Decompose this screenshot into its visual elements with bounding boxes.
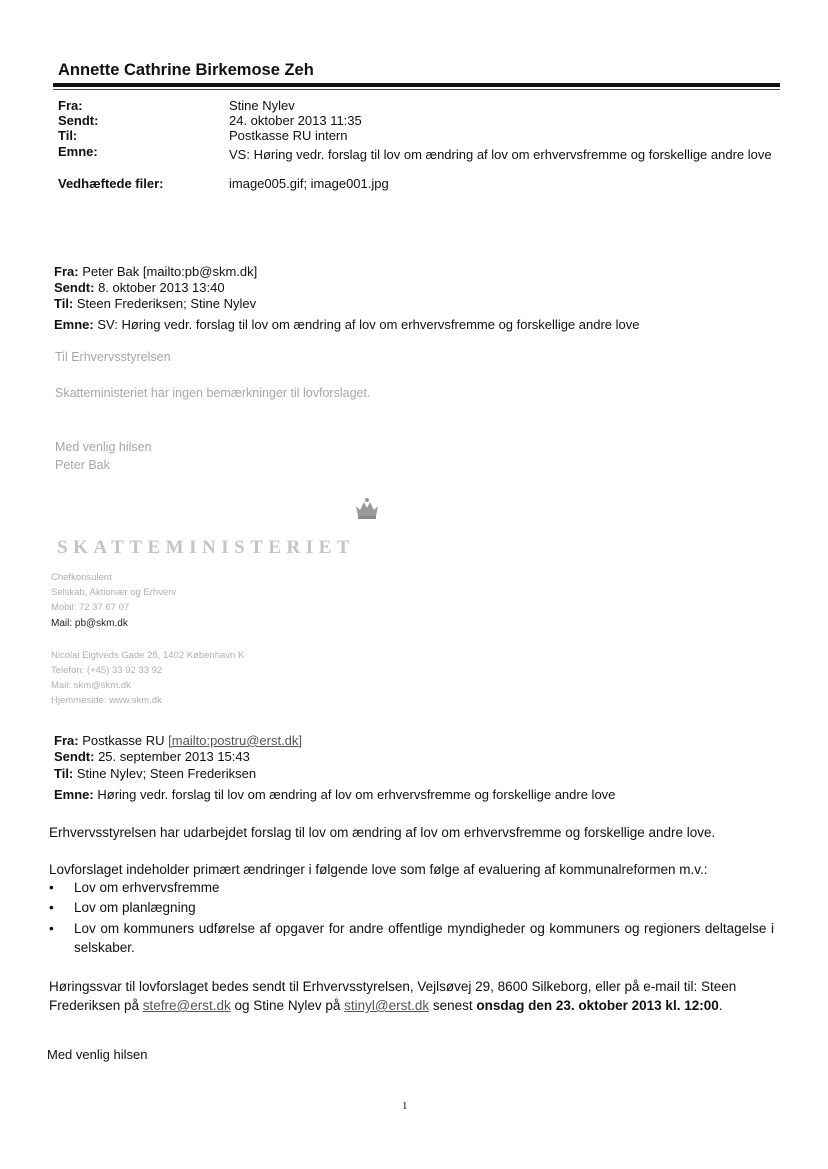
bullet-icon: • xyxy=(49,880,54,895)
response-text-3: senest xyxy=(429,998,477,1013)
sig-title: Chefkonsulent xyxy=(51,572,112,583)
msg1-closing: Med venlig hilsen xyxy=(55,440,152,454)
list-item xyxy=(49,878,779,897)
msg1-body: Skatteministeriet har ingen bemærkninger til lovforslaget. xyxy=(55,386,371,400)
msg2-closing: Med venlig hilsen xyxy=(47,1047,148,1062)
msg2-response-paragraph xyxy=(49,977,779,1015)
sig-mobile: Mobil: 72 37 67 07 xyxy=(51,602,130,613)
crown-icon xyxy=(352,496,382,520)
msg1-to-value: Steen Frederiksen; Stine Nylev xyxy=(76,296,257,311)
msg2-from-label: Fra: xyxy=(54,733,79,748)
msg1-sent-value: 8. oktober 2013 13:40 xyxy=(98,280,225,295)
email-link-stefre[interactable]: stefre@erst.dk xyxy=(142,998,231,1013)
subject-value: VS: Høring vedr. forslag til lov om ændring af lov om erhvervsfremme og forskellige andre love xyxy=(229,147,772,162)
deadline: onsdag den 23. oktober 2013 kl. 12:00 xyxy=(476,998,719,1013)
msg2-to-value: Stine Nylev; Steen Frederiksen xyxy=(76,766,257,781)
email-link-stinyl[interactable]: stinyl@erst.dk xyxy=(344,998,430,1013)
msg2-subject-label: Emne: xyxy=(54,787,94,802)
response-text-2: og Stine Nylev på xyxy=(230,998,345,1013)
msg2-to-label: Til: xyxy=(54,766,74,781)
from-value: Stine Nylev xyxy=(229,98,295,113)
attachments-label: Vedhæftede filer: xyxy=(58,176,164,191)
list-item xyxy=(49,919,779,959)
response-text-1: Høringssvar til lovforslaget bedes sendt til Erhvervsstyrelsen, Vejlsøvej 29, 8600 Silkeborg, eller på e-mail til: Steen Frederiksen på xyxy=(49,979,737,1013)
msg1-to xyxy=(54,296,256,311)
msg1-from-label: Fra: xyxy=(54,264,79,279)
sig-address: Nicolai Eigtveds Gade 28, 1402 København K xyxy=(51,650,245,661)
from-label: Fra: xyxy=(58,98,83,113)
msg1-sent xyxy=(54,280,225,295)
bullet-icon: • xyxy=(49,921,54,936)
sent-label: Sendt: xyxy=(58,113,99,128)
sig-mail: Mail: pb@skm.dk xyxy=(51,618,128,629)
msg1-subject xyxy=(54,317,640,332)
msg1-to-label: Til: xyxy=(54,296,74,311)
title-divider xyxy=(53,83,780,87)
msg2-from-name: Postkasse RU xyxy=(82,733,169,748)
msg2-intro: Erhvervsstyrelsen har udarbejdet forslag til lov om ændring af lov om erhvervsfremme og forskellige andre love. xyxy=(49,825,716,840)
msg1-from xyxy=(54,264,257,279)
msg2-sent-value: 25. september 2013 15:43 xyxy=(98,749,250,764)
to-value: Postkasse RU intern xyxy=(229,128,348,143)
bullet-icon: • xyxy=(49,900,54,915)
list-item xyxy=(49,898,779,917)
attachments-value: image005.gif; image001.jpg xyxy=(229,176,389,191)
msg2-from-link[interactable]: [mailto:postru@erst.dk] xyxy=(168,733,303,748)
page-number: 1 xyxy=(402,1100,408,1112)
response-text-4: . xyxy=(718,998,723,1013)
msg1-sent-label: Sendt: xyxy=(54,280,95,295)
msg2-list-intro: Lovforslaget indeholder primært ændringer i følgende love som følge af evaluering af kommunalreformen m.v.: xyxy=(49,862,708,877)
ministry-logo-text: SKATTEMINISTERIET xyxy=(57,537,355,558)
msg2-to xyxy=(54,766,256,781)
title-divider-thin xyxy=(53,89,780,90)
msg2-sent-label: Sendt: xyxy=(54,749,95,764)
msg1-from-value: Peter Bak [mailto:pb@skm.dk] xyxy=(82,264,258,279)
msg1-signer: Peter Bak xyxy=(55,458,110,472)
list-item-text: Lov om erhvervsfremme xyxy=(74,880,220,895)
document-title: Annette Cathrine Birkemose Zeh xyxy=(58,61,314,79)
to-label: Til: xyxy=(58,128,78,143)
msg2-subject xyxy=(54,787,615,802)
sent-value: 24. oktober 2013 11:35 xyxy=(229,113,362,128)
msg2-from xyxy=(54,733,302,748)
msg2-subject-value: Høring vedr. forslag til lov om ændring af lov om erhvervsfremme og forskellige andre love xyxy=(97,787,616,802)
sig-website: Hjemmeside: www.skm.dk xyxy=(51,695,162,706)
list-item-text: Lov om kommuners udførelse af opgaver for andre offentlige myndigheder og kommuners og regioners deltagelse i selskaber. xyxy=(74,921,774,955)
msg1-subject-value: SV: Høring vedr. forslag til lov om ændring af lov om erhvervsfremme og forskellige andre love xyxy=(97,317,640,332)
msg2-sent xyxy=(54,749,250,764)
sig-department: Selskab, Aktionær og Erhverv xyxy=(51,587,177,598)
sig-phone: Telefon: (+45) 33 92 33 92 xyxy=(51,665,163,676)
list-item-text: Lov om planlægning xyxy=(74,900,196,915)
msg1-salutation: Til Erhvervsstyrelsen xyxy=(55,350,171,364)
msg1-subject-label: Emne: xyxy=(54,317,94,332)
sig-org-mail: Mail: skm@skm.dk xyxy=(51,680,131,691)
subject-label: Emne: xyxy=(58,144,98,159)
